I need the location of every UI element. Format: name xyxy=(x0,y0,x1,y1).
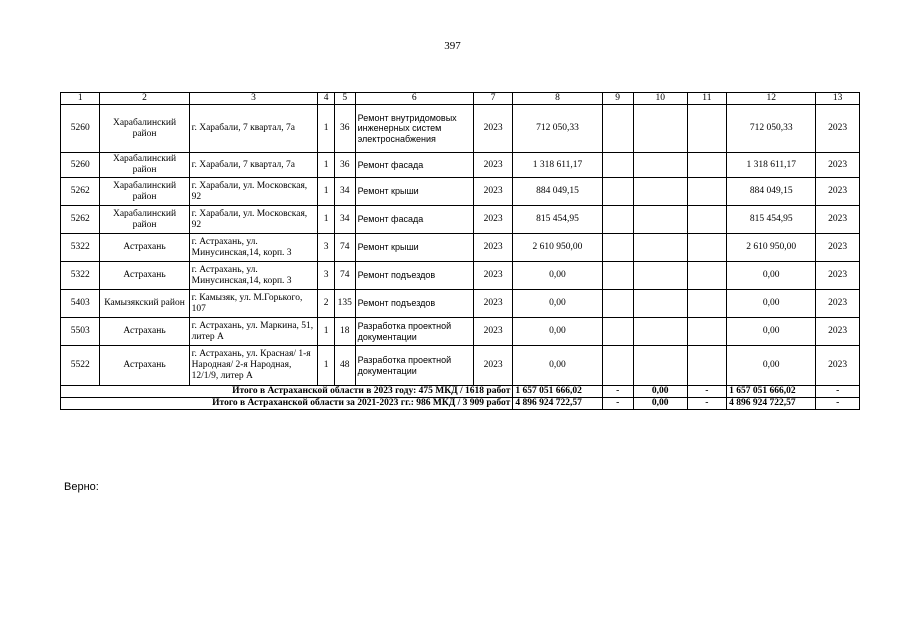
cell-id: 5260 xyxy=(61,105,100,153)
cell-col9 xyxy=(602,346,633,386)
column-header: 4 xyxy=(318,93,335,105)
cell-year-end: 2023 xyxy=(816,234,860,262)
cell-col11 xyxy=(687,206,726,234)
cell-col9 xyxy=(602,105,633,153)
table-row xyxy=(61,318,860,346)
cell-col9 xyxy=(602,290,633,318)
total-cell-col11: - xyxy=(687,386,726,398)
cell-work-type: Ремонт внутридомовых инженерных систем электроснабжения xyxy=(355,105,473,153)
cell-col5: 74 xyxy=(334,234,355,262)
cell-col11 xyxy=(687,346,726,386)
cell-col10 xyxy=(633,290,687,318)
column-header: 12 xyxy=(727,93,816,105)
cell-col9 xyxy=(602,206,633,234)
cell-district: Харабалинский район xyxy=(100,153,189,178)
cell-col10 xyxy=(633,346,687,386)
cell-year: 2023 xyxy=(473,178,512,206)
column-header: 1 xyxy=(61,93,100,105)
cell-total-amount: 0,00 xyxy=(727,346,816,386)
cell-work-type: Ремонт крыши xyxy=(355,178,473,206)
total-row xyxy=(61,398,860,410)
cell-col9 xyxy=(602,178,633,206)
cell-year-end: 2023 xyxy=(816,178,860,206)
cell-work-type: Разработка проектной документации xyxy=(355,318,473,346)
column-header: 5 xyxy=(334,93,355,105)
total-cell-amount: 1 657 051 666,02 xyxy=(513,386,602,398)
cell-col4: 1 xyxy=(318,318,335,346)
table-row xyxy=(61,153,860,178)
cell-year-end: 2023 xyxy=(816,290,860,318)
cell-col11 xyxy=(687,262,726,290)
cell-col4: 2 xyxy=(318,290,335,318)
cell-col5: 36 xyxy=(334,153,355,178)
cell-col4: 1 xyxy=(318,206,335,234)
cell-col4: 1 xyxy=(318,105,335,153)
cell-amount: 0,00 xyxy=(513,290,602,318)
table-row xyxy=(61,346,860,386)
cell-col10 xyxy=(633,206,687,234)
cell-col5: 74 xyxy=(334,262,355,290)
cell-col10 xyxy=(633,318,687,346)
total-label: Итого в Астраханской области за 2021-2023 гг.: 986 МКД / 3 909 работ xyxy=(61,398,513,410)
cell-col11 xyxy=(687,234,726,262)
total-cell-col9: - xyxy=(602,398,633,410)
cell-address: г. Харабали, 7 квартал, 7а xyxy=(189,105,318,153)
column-header: 3 xyxy=(189,93,318,105)
total-cell-year-end: - xyxy=(816,386,860,398)
cell-id: 5262 xyxy=(61,206,100,234)
cell-year: 2023 xyxy=(473,290,512,318)
cell-work-type: Ремонт подъездов xyxy=(355,262,473,290)
total-cell-col9: - xyxy=(602,386,633,398)
cell-district: Харабалинский район xyxy=(100,206,189,234)
cell-col10 xyxy=(633,262,687,290)
cell-total-amount: 712 050,33 xyxy=(727,105,816,153)
total-cell-amount: 4 896 924 722,57 xyxy=(513,398,602,410)
cell-address: г. Харабали, ул. Московская, 92 xyxy=(189,178,318,206)
cell-col10 xyxy=(633,234,687,262)
cell-id: 5262 xyxy=(61,178,100,206)
cell-district: Харабалинский район xyxy=(100,105,189,153)
cell-district: Астрахань xyxy=(100,318,189,346)
total-cell-total-amount: 4 896 924 722,57 xyxy=(727,398,816,410)
cell-col11 xyxy=(687,290,726,318)
cell-total-amount: 884 049,15 xyxy=(727,178,816,206)
cell-amount: 884 049,15 xyxy=(513,178,602,206)
column-header: 10 xyxy=(633,93,687,105)
cell-address: г. Камызяк, ул. М.Горького, 107 xyxy=(189,290,318,318)
column-header: 2 xyxy=(100,93,189,105)
cell-district: Астрахань xyxy=(100,262,189,290)
cell-year-end: 2023 xyxy=(816,105,860,153)
repair-program-table xyxy=(60,92,860,410)
total-cell-col10: 0,00 xyxy=(633,386,687,398)
certification-note: Верно: xyxy=(64,481,99,493)
cell-year: 2023 xyxy=(473,262,512,290)
total-cell-year-end: - xyxy=(816,398,860,410)
column-header: 7 xyxy=(473,93,512,105)
cell-year: 2023 xyxy=(473,318,512,346)
cell-id: 5522 xyxy=(61,346,100,386)
cell-col10 xyxy=(633,153,687,178)
cell-col11 xyxy=(687,105,726,153)
cell-district: Камызякский район xyxy=(100,290,189,318)
cell-col5: 36 xyxy=(334,105,355,153)
cell-col9 xyxy=(602,318,633,346)
cell-work-type: Разработка проектной документации xyxy=(355,346,473,386)
column-header: 6 xyxy=(355,93,473,105)
column-header: 11 xyxy=(687,93,726,105)
cell-year-end: 2023 xyxy=(816,262,860,290)
table-row xyxy=(61,206,860,234)
cell-year: 2023 xyxy=(473,105,512,153)
column-number-row xyxy=(61,93,860,105)
cell-col11 xyxy=(687,318,726,346)
cell-address: г. Астрахань, ул. Минусинская,14, корп. 3 xyxy=(189,234,318,262)
cell-id: 5322 xyxy=(61,262,100,290)
cell-id: 5403 xyxy=(61,290,100,318)
cell-id: 5260 xyxy=(61,153,100,178)
cell-col10 xyxy=(633,105,687,153)
cell-amount: 0,00 xyxy=(513,346,602,386)
total-cell-col11: - xyxy=(687,398,726,410)
cell-col9 xyxy=(602,262,633,290)
cell-id: 5503 xyxy=(61,318,100,346)
table-row xyxy=(61,178,860,206)
total-cell-col10: 0,00 xyxy=(633,398,687,410)
cell-year: 2023 xyxy=(473,153,512,178)
cell-col11 xyxy=(687,153,726,178)
cell-year: 2023 xyxy=(473,234,512,262)
table-row xyxy=(61,262,860,290)
table-row xyxy=(61,105,860,153)
cell-work-type: Ремонт фасада xyxy=(355,153,473,178)
cell-col4: 1 xyxy=(318,178,335,206)
cell-address: г. Астрахань, ул. Маркина, 51, литер А xyxy=(189,318,318,346)
cell-district: Астрахань xyxy=(100,234,189,262)
column-header: 9 xyxy=(602,93,633,105)
cell-col10 xyxy=(633,178,687,206)
cell-amount: 0,00 xyxy=(513,262,602,290)
cell-year: 2023 xyxy=(473,346,512,386)
cell-address: г. Астрахань, ул. Красная/ 1-я Народная/ 2-я Народная, 12/1/9, литер А xyxy=(189,346,318,386)
cell-total-amount: 0,00 xyxy=(727,318,816,346)
table-row xyxy=(61,234,860,262)
cell-amount: 815 454,95 xyxy=(513,206,602,234)
total-cell-total-amount: 1 657 051 666,02 xyxy=(727,386,816,398)
cell-col5: 34 xyxy=(334,178,355,206)
cell-year-end: 2023 xyxy=(816,206,860,234)
cell-col4: 3 xyxy=(318,234,335,262)
cell-work-type: Ремонт крыши xyxy=(355,234,473,262)
cell-col5: 48 xyxy=(334,346,355,386)
cell-col11 xyxy=(687,178,726,206)
total-row xyxy=(61,386,860,398)
cell-col5: 135 xyxy=(334,290,355,318)
table-row xyxy=(61,290,860,318)
cell-work-type: Ремонт фасада xyxy=(355,206,473,234)
cell-col9 xyxy=(602,153,633,178)
page-number: 397 xyxy=(444,40,461,52)
column-header: 13 xyxy=(816,93,860,105)
cell-col9 xyxy=(602,234,633,262)
cell-year-end: 2023 xyxy=(816,318,860,346)
cell-total-amount: 815 454,95 xyxy=(727,206,816,234)
cell-id: 5322 xyxy=(61,234,100,262)
cell-address: г. Харабали, ул. Московская, 92 xyxy=(189,206,318,234)
column-header: 8 xyxy=(513,93,602,105)
cell-address: г. Астрахань, ул. Минусинская,14, корп. 3 xyxy=(189,262,318,290)
cell-total-amount: 0,00 xyxy=(727,262,816,290)
cell-total-amount: 1 318 611,17 xyxy=(727,153,816,178)
cell-total-amount: 2 610 950,00 xyxy=(727,234,816,262)
cell-district: Харабалинский район xyxy=(100,178,189,206)
total-label: Итого в Астраханской области в 2023 году: 475 МКД / 1618 работ xyxy=(61,386,513,398)
cell-col5: 18 xyxy=(334,318,355,346)
cell-work-type: Ремонт подъездов xyxy=(355,290,473,318)
cell-year-end: 2023 xyxy=(816,153,860,178)
cell-year-end: 2023 xyxy=(816,346,860,386)
cell-total-amount: 0,00 xyxy=(727,290,816,318)
cell-year: 2023 xyxy=(473,206,512,234)
cell-district: Астрахань xyxy=(100,346,189,386)
cell-col4: 1 xyxy=(318,153,335,178)
cell-amount: 1 318 611,17 xyxy=(513,153,602,178)
cell-col4: 3 xyxy=(318,262,335,290)
cell-col5: 34 xyxy=(334,206,355,234)
cell-address: г. Харабали, 7 квартал, 7а xyxy=(189,153,318,178)
cell-amount: 712 050,33 xyxy=(513,105,602,153)
cell-col4: 1 xyxy=(318,346,335,386)
cell-amount: 0,00 xyxy=(513,318,602,346)
cell-amount: 2 610 950,00 xyxy=(513,234,602,262)
